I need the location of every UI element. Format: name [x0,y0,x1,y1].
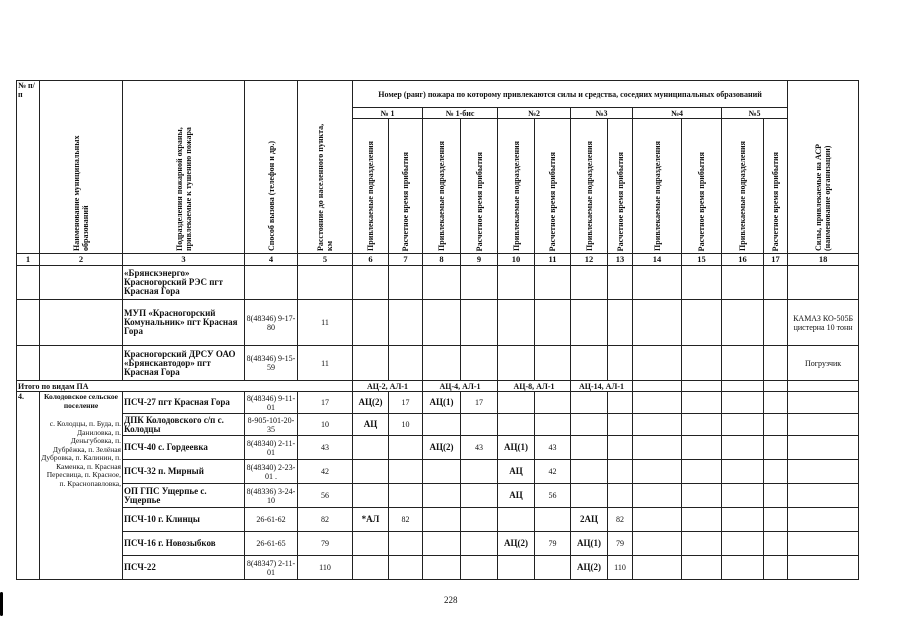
rank2-time: 42 [535,460,571,484]
rank2-time: 79 [535,532,571,556]
header-rank-2: №2 [498,108,571,119]
call-phone: 8(48346) 9-15-59 [245,346,298,381]
totals-label: Итого по видам ПА [17,381,353,392]
rank1bis-time [461,556,498,580]
column-number: 4 [245,254,298,266]
distance: 82 [298,508,353,532]
rank3-time [608,392,633,414]
column-number-row [17,254,859,266]
table-row [17,508,859,532]
unit-name: «Брянскэнерго» Красногорский РЭС пгт Красная Гора [123,266,245,300]
rank3-time: 110 [608,556,633,580]
column-number: 9 [461,254,498,266]
header-rank-4: №4 [633,108,722,119]
table-row [17,266,859,300]
fire-response-table [16,80,859,580]
call-phone: 8(48336) 3-24-10 [245,484,298,508]
rank1-units: *АЛ [353,508,389,532]
scan-edge-mark [0,592,3,616]
rank1bis-time: 17 [461,392,498,414]
header-distance: Расстояние до населенного пункта, км [316,123,334,251]
rank1-time [389,532,423,556]
section-number: 4. [17,392,40,580]
section-name [40,392,123,580]
distance: 11 [298,346,353,381]
rank1-time [389,436,423,460]
rank2-units [498,556,535,580]
rank3-units [571,414,608,436]
rank2-time [535,414,571,436]
call-phone: 8(48340) 2-11-01 [245,436,298,460]
rank3-time [608,460,633,484]
distance: 11 [298,300,353,346]
rank3-units: АЦ(2) [571,556,608,580]
rank1bis-units: АЦ(1) [423,392,461,414]
header-sub-units: Привлекаемые подразделения [366,141,375,251]
header-asr: Силы, привлекаемые на АСР (наименование организации) [814,144,833,251]
header-municipality: Наименование муниципальных образований [72,135,90,251]
rank3-time: 79 [608,532,633,556]
unit-name: ПСЧ-16 г. Новозыбков [123,532,245,556]
rank2-time [535,508,571,532]
rank3-time [608,436,633,460]
rank2-units [498,414,535,436]
asr-forces: КАМАЗ КО-505Б цистерна 10 тонн [788,300,859,346]
column-number: 17 [764,254,788,266]
header-rank-group: Номер (ранг) пожара по которому привлекаются силы и средства, соседних муниципальных образований [353,81,788,108]
column-number: 14 [633,254,682,266]
header-sub-units: Привлекаемые подразделения [437,141,446,251]
section-settlements: с. Колодцы, п. Буда, п. Даниловка, п. Деньгубовка, п. Дубрёжка, п. Зелёная Дубровка, п. Калинин, п. Каменка, п. Красная Пересвица, п. Красное, п. Краснопавловка, [41,419,121,488]
column-number: 1 [17,254,40,266]
rank1-units [353,460,389,484]
call-phone: 26-61-65 [245,532,298,556]
rank2-units: АЦ [498,460,535,484]
header-sub-time: Расчетное время прибытия [548,151,557,251]
call-phone: 8(48346) 9-17-80 [245,300,298,346]
rank2-units: АЦ(2) [498,532,535,556]
header-sub-units: Привлекаемые подразделения [652,141,662,251]
rank3-units [571,436,608,460]
rank1bis-units [423,414,461,436]
rank2-units: АЦ [498,484,535,508]
distance: 17 [298,392,353,414]
rank1-units: АЦ [353,414,389,436]
distance: 56 [298,484,353,508]
call-phone: 26-61-62 [245,508,298,532]
rank2-time: 43 [535,436,571,460]
rank1-time: 17 [389,392,423,414]
rank2-units: АЦ(1) [498,436,535,460]
rank1-time [389,460,423,484]
rank1-units: АЦ(2) [353,392,389,414]
column-number: 7 [389,254,423,266]
header-rank-1: № 1 [353,108,423,119]
rank1bis-time [461,460,498,484]
totals-rank-1: АЦ-2, АЛ-1 [353,381,423,392]
unit-name: ОП ГПС Ущерпье с. Ущерпье [123,484,245,508]
rank1bis-units [423,532,461,556]
unit-name: Красногорский ДРСУ ОАО «Брянскавтодор» пгт Красная Гора [123,346,245,381]
header-rank-1bis: № 1-бис [423,108,498,119]
table-row [17,414,859,436]
unit-name: ПСЧ-22 [123,556,245,580]
distance: 43 [298,436,353,460]
call-phone: 8(48347) 2-11-01 [245,556,298,580]
header-sub-units: Привлекаемые подразделения [584,141,594,251]
rank3-units: АЦ(1) [571,532,608,556]
distance: 42 [298,460,353,484]
totals-rank-1bis: АЦ-4, АЛ-1 [423,381,498,392]
header-number: № п/п [17,81,40,254]
table-row [17,484,859,508]
column-number: 6 [353,254,389,266]
column-number: 12 [571,254,608,266]
header-sub-time: Расчетное время прибытия [697,151,706,251]
column-number: 10 [498,254,535,266]
header-sub-time: Расчетное время прибытия [401,151,410,251]
rank1bis-units: АЦ(2) [423,436,461,460]
totals-rank-2: АЦ-8, АЛ-1 [498,381,571,392]
rank3-time [608,484,633,508]
rank1-units [353,484,389,508]
distance: 10 [298,414,353,436]
column-number: 11 [535,254,571,266]
rank1bis-time [461,484,498,508]
distance [298,266,353,300]
header-rank-5: №5 [722,108,788,119]
asr-forces: Погрузчик [788,346,859,381]
rank1-time [389,484,423,508]
table-row [17,346,859,381]
rank1-units [353,556,389,580]
header-sub-time: Расчетное время прибытия [615,151,625,251]
rank2-time: 56 [535,484,571,508]
call-phone: 8(48346) 9-11-01 [245,392,298,414]
totals-rank-3: АЦ-14, АЛ-1 [571,381,633,392]
header-sub-time: Расчетное время прибытия [771,151,781,251]
header-rank-3: №3 [571,108,633,119]
table-row [17,392,859,414]
rank1-time [389,556,423,580]
rank1bis-time [461,532,498,556]
column-number: 3 [123,254,245,266]
rank1bis-time [461,508,498,532]
rank1-units [353,532,389,556]
rank3-units [571,484,608,508]
distance: 79 [298,532,353,556]
totals-row [17,381,859,392]
rank1bis-units [423,484,461,508]
rank3-time [608,414,633,436]
table-row [17,556,859,580]
table-row [17,532,859,556]
header-call-method: Способ вызова (телефон и др.) [266,141,276,251]
unit-name: ПСЧ-32 п. Мирный [123,460,245,484]
unit-name: ПСЧ-27 пгт Красная Гора [123,392,245,414]
rank3-time: 82 [608,508,633,532]
unit-name: ПСЧ-40 с. Гордеевка [123,436,245,460]
rank3-units [571,460,608,484]
column-number: 13 [608,254,633,266]
unit-name: ДПК Колодовского с/п с. Колодцы [123,414,245,436]
rank2-units [498,392,535,414]
column-number: 16 [722,254,764,266]
rank2-units [498,508,535,532]
call-phone [245,266,298,300]
rank1-time: 10 [389,414,423,436]
asr-forces [788,266,859,300]
rank1bis-units [423,508,461,532]
column-number: 8 [423,254,461,266]
table-row [17,300,859,346]
rank1-units [353,436,389,460]
header-sub-units: Привлекаемые подразделения [738,141,747,251]
column-number: 18 [788,254,859,266]
rank2-time [535,556,571,580]
call-phone: 8-905-101-20-35 [245,414,298,436]
rank1-time: 82 [389,508,423,532]
header-sub-units: Привлекаемые подразделения [511,141,521,251]
rank1bis-units [423,460,461,484]
section-title: Колодовское сельское поселение [43,392,118,410]
page-number: 228 [444,595,458,605]
rank2-time [535,392,571,414]
rank1bis-time [461,414,498,436]
rank1bis-time: 43 [461,436,498,460]
distance: 110 [298,556,353,580]
column-number: 15 [682,254,722,266]
header-sub-time: Расчетное время прибытия [474,151,484,251]
header-units: Подразделения пожарной охраны, привлекаемые к тушению пожара [174,127,193,251]
table-row [17,460,859,484]
table-row [17,436,859,460]
unit-name: МУП «Красногорский Комунальник» пгт Красная Гора [123,300,245,346]
rank3-units: 2АЦ [571,508,608,532]
column-number: 2 [40,254,123,266]
unit-name: ПСЧ-10 г. Клинцы [123,508,245,532]
rank1bis-units [423,556,461,580]
column-number: 5 [298,254,353,266]
call-phone: 8(48340) 2-23-01 . [245,460,298,484]
rank3-units [571,392,608,414]
